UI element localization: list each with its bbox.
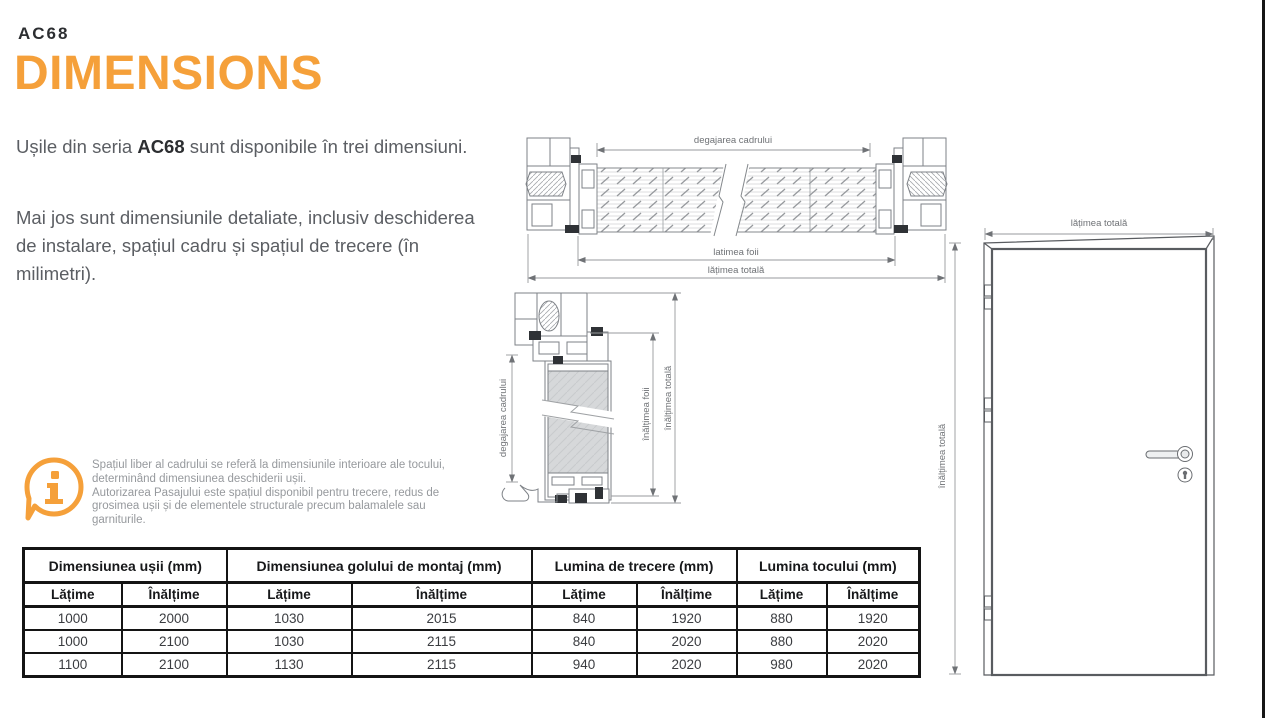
cell: 980 bbox=[737, 653, 827, 677]
dim-label-total-width-door: lățimea totală bbox=[1070, 218, 1128, 229]
gasket bbox=[575, 493, 587, 503]
table-row bbox=[24, 653, 920, 677]
cell: 2000 bbox=[122, 607, 227, 631]
info-note-line-1: Spațiul liber al cadrului se referă la dimensiunile interioare ale tocului, determinând dimensiunea deschiderii ușii. bbox=[92, 459, 445, 485]
cell: 1000 bbox=[24, 630, 122, 653]
table-group-passage-clearance: Lumina de trecere (mm) bbox=[532, 549, 737, 583]
info-icon bbox=[24, 457, 84, 523]
cell: 840 bbox=[532, 607, 637, 631]
subheader-width-2: Lățime bbox=[227, 583, 352, 607]
intro-p1-series: AC68 bbox=[137, 136, 185, 157]
dim-label-leaf-width: latimea foii bbox=[713, 247, 759, 258]
cell: 2020 bbox=[637, 630, 737, 653]
gasket bbox=[591, 327, 603, 336]
cell: 2100 bbox=[122, 653, 227, 677]
door-elevation-drawing bbox=[933, 213, 1235, 685]
door-leaf-vertical-section bbox=[542, 356, 614, 503]
info-icon-dot bbox=[51, 471, 59, 479]
subheader-width-3: Lățime bbox=[532, 583, 637, 607]
gasket bbox=[553, 356, 563, 364]
cell: 2015 bbox=[352, 607, 532, 631]
intro-paragraph-1 bbox=[16, 133, 468, 161]
page-title: DIMENSIONS bbox=[14, 47, 324, 100]
table-group-frame-clearance: Lumina tocului (mm) bbox=[737, 549, 920, 583]
cell: 2020 bbox=[637, 653, 737, 677]
cell: 880 bbox=[737, 607, 827, 631]
table-group-door-size: Dimensiunea ușii (mm) bbox=[24, 549, 227, 583]
series-label: AC68 bbox=[18, 24, 70, 43]
cell: 1920 bbox=[827, 607, 920, 631]
subheader-width-4: Lățime bbox=[737, 583, 827, 607]
gasket bbox=[595, 487, 603, 499]
dim-label-total-height-v: înălțimea totală bbox=[663, 365, 674, 431]
info-note-line-2: Autorizarea Pasajului este spațiul disponibil pentru trecere, redus de grosimea ușii și de elementele structurale precum balamalele sau garniturile. bbox=[92, 486, 440, 527]
cell: 880 bbox=[737, 630, 827, 653]
cell: 940 bbox=[532, 653, 637, 677]
cell: 1030 bbox=[227, 607, 352, 631]
cell: 2115 bbox=[352, 653, 532, 677]
dim-label-leaf-height: înălțimea foii bbox=[641, 387, 652, 441]
subheader-width-1: Lățime bbox=[24, 583, 122, 607]
door-leaf-section bbox=[597, 164, 876, 236]
subheader-height-1: Înălțime bbox=[122, 583, 227, 607]
info-note bbox=[92, 459, 466, 528]
cell: 1130 bbox=[227, 653, 352, 677]
gasket bbox=[571, 155, 581, 163]
cell: 840 bbox=[532, 630, 637, 653]
thermal-break-hatch bbox=[526, 172, 566, 196]
door-leaf bbox=[992, 249, 1206, 675]
intro-paragraph-2: Mai jos sunt dimensiunile detaliate, inclusiv deschiderea de instalare, spațiul cadru și spațiul de trecere (în milimetri). bbox=[16, 207, 475, 284]
dim-label-total-height-door: înălțimea totală bbox=[937, 423, 948, 489]
cell: 1030 bbox=[227, 630, 352, 653]
table-subheader-row bbox=[24, 583, 920, 607]
cell: 2115 bbox=[352, 630, 532, 653]
vertical-section-drawing bbox=[495, 284, 707, 528]
intro-p1-pre: Ușile din seria bbox=[16, 136, 138, 157]
cell: 2100 bbox=[122, 630, 227, 653]
table-row bbox=[24, 630, 920, 653]
frame-profile-left bbox=[526, 138, 597, 234]
frame-profile-top bbox=[515, 293, 608, 361]
dimensions-table bbox=[22, 547, 921, 678]
subheader-height-2: Înălțime bbox=[352, 583, 532, 607]
table-group-header-row bbox=[24, 549, 920, 583]
dim-label-frame-clearance-h: degajarea cadrului bbox=[693, 135, 773, 146]
info-icon-stem bbox=[45, 483, 63, 504]
subheader-height-3: Înălțime bbox=[637, 583, 737, 607]
cell: 2020 bbox=[827, 653, 920, 677]
table-row bbox=[24, 607, 920, 631]
cell: 2020 bbox=[827, 630, 920, 653]
keyhole bbox=[1178, 468, 1192, 482]
subheader-height-4: Înălțime bbox=[827, 583, 920, 607]
dim-label-frame-clearance-v: degajarea cadrului bbox=[498, 378, 509, 458]
intro-p1-post: sunt disponibile în trei dimensiuni. bbox=[184, 136, 468, 157]
dim-label-total-width-h: lățimea totală bbox=[707, 265, 765, 276]
thermal-break-hatch bbox=[539, 301, 559, 331]
cell: 1920 bbox=[637, 607, 737, 631]
dimensions-table-wrap bbox=[22, 547, 921, 678]
table-group-installation-opening: Dimensiunea golului de montaj (mm) bbox=[227, 549, 532, 583]
gasket bbox=[529, 331, 541, 340]
gasket bbox=[565, 225, 579, 233]
cell: 1000 bbox=[24, 607, 122, 631]
horizontal-section-drawing bbox=[518, 126, 955, 284]
cell: 1100 bbox=[24, 653, 122, 677]
